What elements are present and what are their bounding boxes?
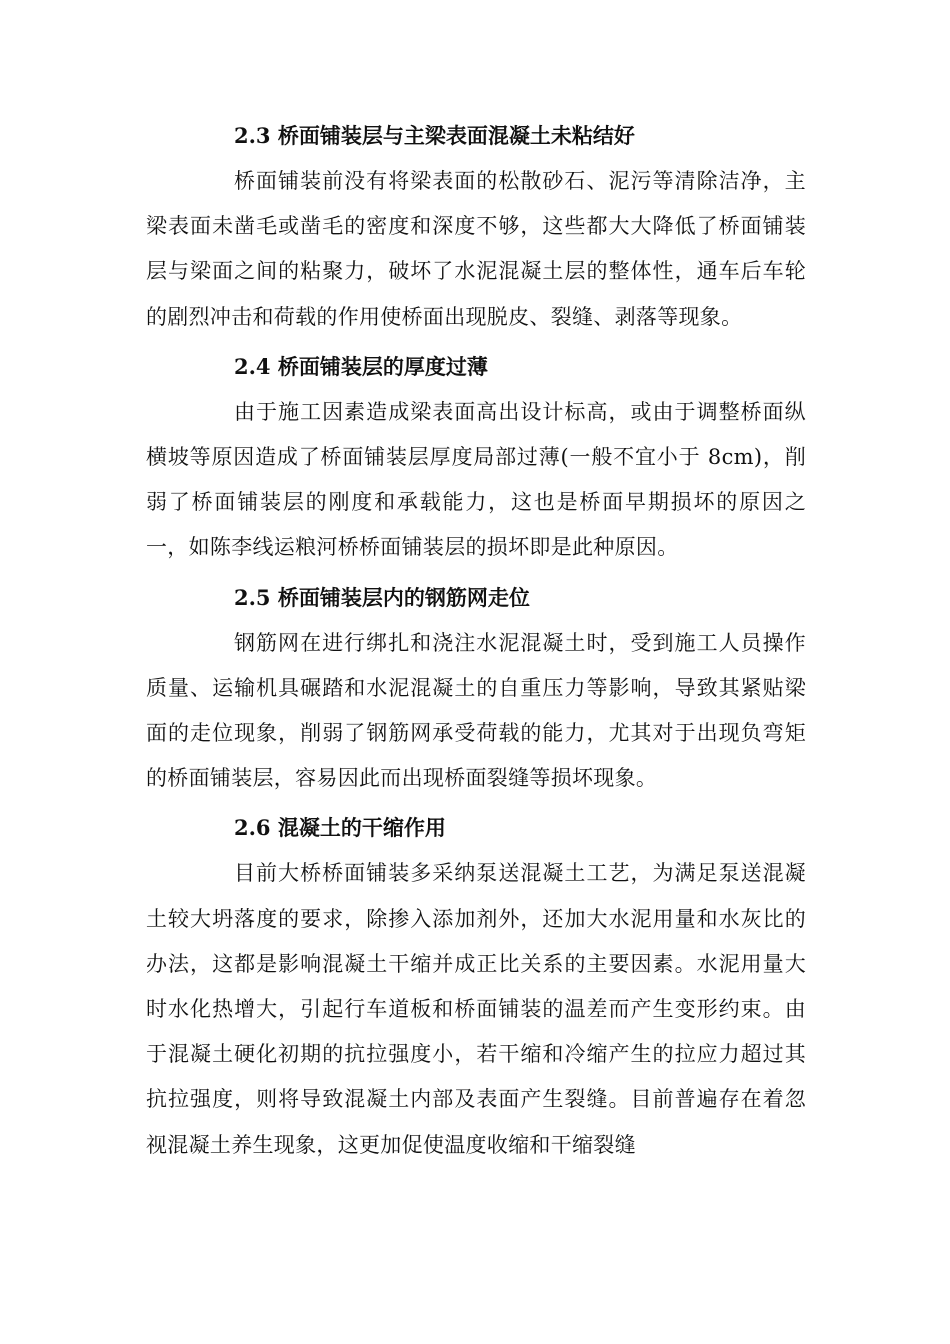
section-heading-2-4: 2.4 桥面铺装层的厚度过薄 xyxy=(234,353,488,379)
section-paragraph-2-6: 目前大桥桥面铺装多采纳泵送混凝土工艺，为满足泵送混凝土较大坍落度的要求，除掺入添加剂外，还加大水泥用量和水灰比的办法，这都是影响混凝土干缩并成正比关系的主要因素。水泥用量大时水化热增大，引起行车道板和桥面铺装的温差而产生变形约束。由于混凝土硬化初期的抗拉强度小，若干缩和冷缩产生的拉应力超过其抗拉强度，则将导致混凝土内部及表面产生裂缝。目前普遍存在着忽视混凝土养生现象，这更加促使温度收缩和干缩裂缝 xyxy=(146,861,806,1157)
section-paragraph-2-5: 钢筋网在进行绑扎和浇注水泥混凝土时，受到施工人员操作质量、运输机具碾踏和水泥混凝土的自重压力等影响，导致其紧贴梁面的走位现象，削弱了钢筋网承受荷载的能力，尤其对于出现负弯矩的桥面铺装层，容易因此而出现桥面裂缝等损坏现象。 xyxy=(146,630,806,791)
section-heading-2-3: 2.3 桥面铺装层与主梁表面混凝土未粘结好 xyxy=(234,123,635,148)
section-paragraph-2-4: 由于施工因素造成梁表面高出设计标高，或由于调整桥面纵横坡等原因造成了桥面铺装层厚度局部过薄(一般不宜小于 8cm)，削弱了桥面铺装层的刚度和承载能力，这也是桥面早期损坏的原因之一，如陈李线运粮河桥桥面铺装层的损坏即是此种原因。 xyxy=(146,399,806,560)
section-heading-2-5: 2.5 桥面铺装层内的钢筋网走位 xyxy=(234,584,530,610)
section-paragraph-2-3: 桥面铺装前没有将梁表面的松散砂石、泥污等清除洁净，主梁表面未凿毛或凿毛的密度和深度不够，这些都大大降低了桥面铺装层与梁面之间的粘聚力，破坏了水泥混凝土层的整体性，通车后车轮的剧烈冲击和荷载的作用使桥面出现脱皮、裂缝、剥落等现象。 xyxy=(146,169,806,329)
section-heading-2-6: 2.6 混凝土的干缩作用 xyxy=(234,815,446,841)
document-body xyxy=(146,113,806,1168)
